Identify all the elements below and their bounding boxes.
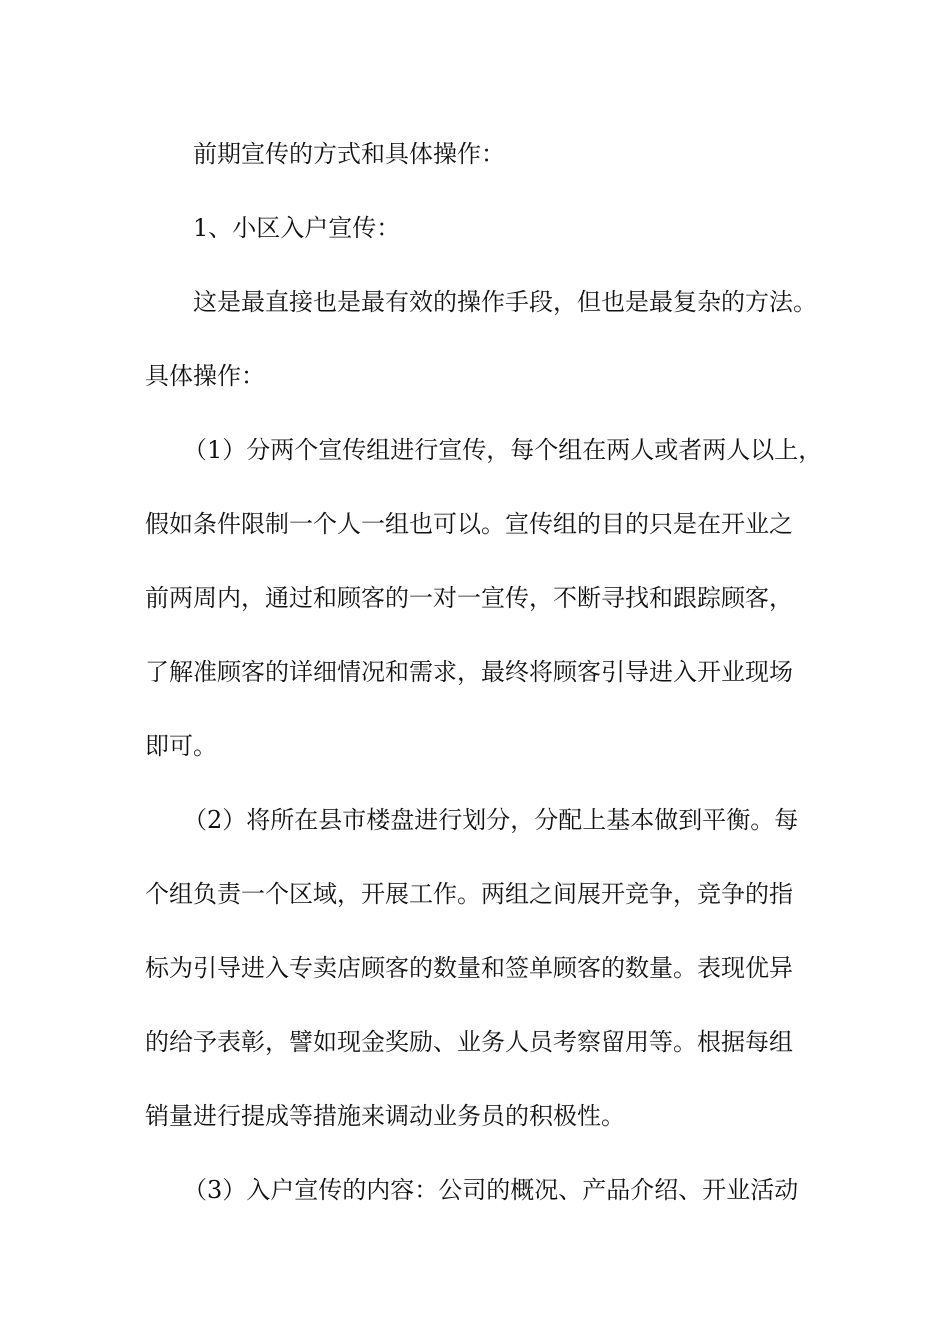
section-heading: 前期宣传的方式和具体操作： [193,140,505,168]
paragraph-line: 前两周内，通过和顾客的一对一宣传，不断寻找和跟踪顾客， [145,584,793,612]
paragraph-line: 标为引导进入专卖店顾客的数量和签单顾客的数量。表现优异 [145,954,793,982]
paragraph-line: 即可。 [145,732,217,760]
paragraph-line: （1）分两个宣传组进行宣传，每个组在两人或者两人以上， [183,436,823,464]
paragraph-line: 具体操作： [145,362,265,390]
subsection-heading: 1、小区入户宣传： [193,214,401,242]
paragraph-line: 了解准顾客的详细情况和需求，最终将顾客引导进入开业现场 [145,658,793,686]
paragraph-line: （2）将所在县市楼盘进行划分，分配上基本做到平衡。每 [183,806,799,834]
paragraph-line: （3）入户宣传的内容：公司的概况、产品介绍、开业活动 [183,1176,799,1204]
paragraph-line: 销量进行提成等措施来调动业务员的积极性。 [145,1102,625,1130]
paragraph-line: 这是最直接也是最有效的操作手段，但也是最复杂的方法。 [193,288,817,316]
paragraph-line: 个组负责一个区域，开展工作。两组之间展开竞争，竞争的指 [145,880,793,908]
paragraph-line: 的给予表彰，譬如现金奖励、业务人员考察留用等。根据每组 [145,1028,793,1056]
paragraph-line: 假如条件限制一个人一组也可以。宣传组的目的只是在开业之 [145,510,793,538]
